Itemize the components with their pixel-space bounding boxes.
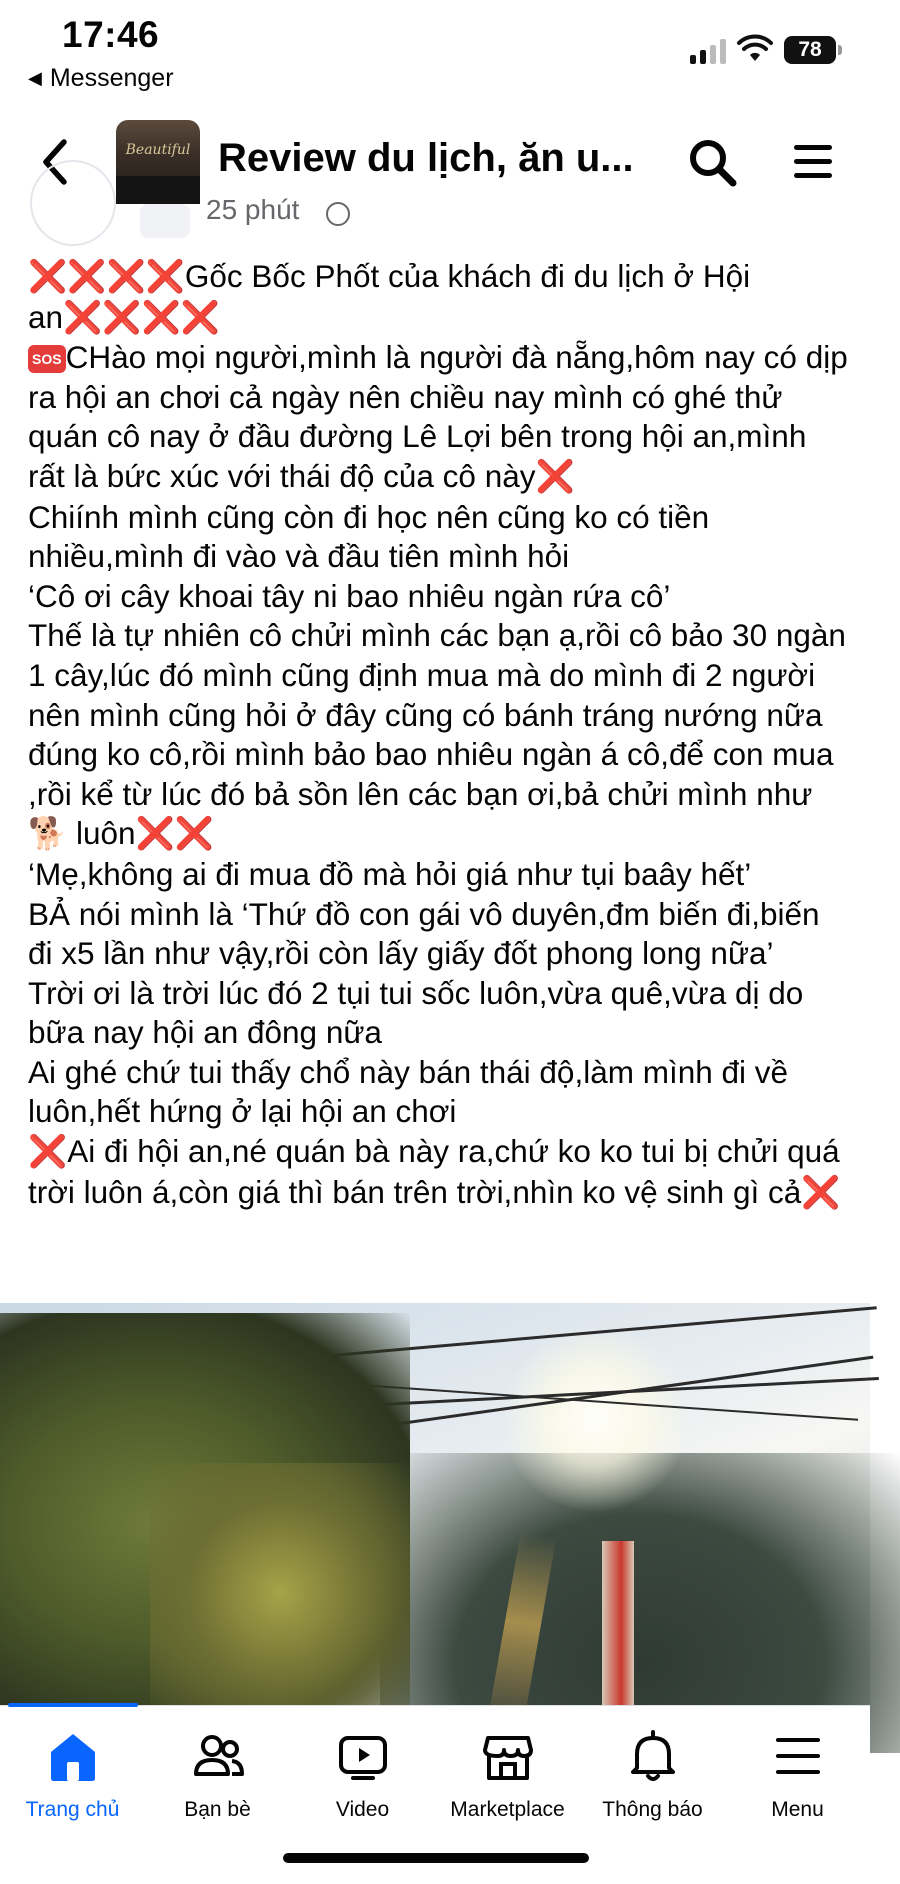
nav-notifications[interactable] (580, 1726, 725, 1836)
post-line: ❌❌❌❌Gốc Bốc Phốt của khách đi du lịch ở Hội an❌❌❌❌ (28, 258, 759, 336)
post-photo[interactable] (0, 1303, 870, 1705)
back-app-label: Messenger (49, 64, 174, 92)
group-thumbnail[interactable] (116, 120, 200, 204)
post-line: Chiính mình cũng còn đi học nên cũng ko có tiền nhiều,mình đi vào và đầu tiên mình hỏi (28, 498, 718, 575)
nav-menu[interactable] (725, 1726, 870, 1836)
nav-marketplace-label: Marketplace (450, 1798, 565, 1821)
group-logo-text: Beautiful (125, 142, 191, 158)
post-line: ‘Mẹ,không ai đi mua đồ mà hỏi giá như tụi baây hết’ (28, 855, 752, 892)
bell-icon (623, 1726, 683, 1786)
post-line: ‘Cô ơi cây khoai tây ni bao nhiêu ngàn rứa cô’ (28, 577, 671, 614)
status-time: 17:46 (62, 14, 160, 55)
home-icon (43, 1726, 103, 1786)
status-bar (0, 0, 870, 100)
hamburger-menu-icon[interactable] (792, 142, 834, 182)
cross-mark-icon: ❌ (801, 1174, 841, 1211)
home-indicator[interactable] (283, 1853, 589, 1863)
nav-video-label: Video (335, 1798, 390, 1821)
cross-mark-icon: ❌❌❌❌ (28, 259, 185, 295)
nav-home-label: Trang chủ (25, 1798, 120, 1821)
back-to-app-link[interactable] (28, 64, 174, 93)
post-meta (0, 194, 870, 248)
marketplace-icon (478, 1726, 538, 1786)
post-line: Thế là tự nhiên cô chửi mình các bạn ạ,rồi cô bảo 30 ngàn 1 cây,lúc đó mình cũng định mua mà do mình đi 2 người nên mình cũng hỏi ở đây cũng có bánh tráng nướng nữa đúng ko cô,rồi mình bảo bao nhiêu ngàn á cô,để con mua ,rồi kể từ lúc đó bả sồn lên các bạn ơi,bả chửi mình như 🐕 luôn❌❌ (28, 617, 855, 853)
battery-icon: 78 (784, 36, 836, 64)
post-line: Ai ghé chứ tui thấy chổ này bán thái độ,làm mình đi về luôn,hết hứng ở lại hội an chơi (28, 1053, 797, 1130)
group-title[interactable]: Review du lịch, ăn u... (218, 136, 634, 180)
nav-marketplace[interactable] (435, 1726, 580, 1836)
active-tab-indicator (8, 1703, 138, 1707)
friends-icon (188, 1726, 248, 1786)
post-line: BẢ nói mình là ‘Thứ đồ con gái vô duyên,đm biến đi,biến đi x5 lần như vậy,rồi còn lấy giấy đốt phong long nữa’ (28, 895, 829, 972)
cross-mark-icon: ❌❌❌❌ (63, 299, 220, 336)
privacy-globe-icon (326, 202, 350, 226)
nav-notifications-label: Thông báo (602, 1798, 703, 1821)
menu-icon (768, 1726, 828, 1786)
nav-video[interactable] (290, 1726, 435, 1836)
author-avatar[interactable] (30, 160, 116, 246)
nav-menu-label: Menu (771, 1798, 824, 1821)
wifi-icon (738, 37, 772, 63)
video-icon (333, 1726, 393, 1786)
nav-friends-label: Bạn bè (184, 1798, 251, 1821)
back-triangle-icon: ◀ (28, 68, 42, 88)
search-icon[interactable] (686, 136, 738, 188)
cross-mark-icon: ❌ (28, 1134, 68, 1171)
cross-mark-icon: ❌ (535, 458, 575, 495)
nav-home[interactable] (0, 1726, 145, 1836)
post-text (28, 257, 857, 1213)
post-time: 25 phút (206, 194, 300, 225)
group-badge-icon (140, 204, 190, 238)
nav-friends[interactable] (145, 1726, 290, 1836)
cross-mark-icon: ❌❌ (135, 816, 214, 853)
sos-icon: SOS (28, 345, 66, 373)
group-header (0, 108, 870, 218)
post-line: ❌Ai đi hội an,né quán bà này ra,chứ ko ko tui bị chửi quá trời luôn á,còn giá thì bán trên trời,nhìn ko vệ sinh gì cả❌ (28, 1133, 849, 1211)
post-line: Trời ơi là trời lúc đó 2 tụi tui sốc luôn,vừa quê,vừa dị do bữa nay hội an đông nữa (28, 974, 813, 1051)
post-line: SOS CHào mọi người,mình là người đà nẵng,hôm nay có dịp ra hội an chơi cả ngày nên chiều nay mình có ghé thử quán cô nay ở đầu đường Lê Lợi bên trong hội an,mình rất là bức xúc với thái độ của cô này❌ (28, 339, 857, 495)
status-icons (690, 36, 836, 64)
cellular-signal-icon (690, 36, 726, 64)
